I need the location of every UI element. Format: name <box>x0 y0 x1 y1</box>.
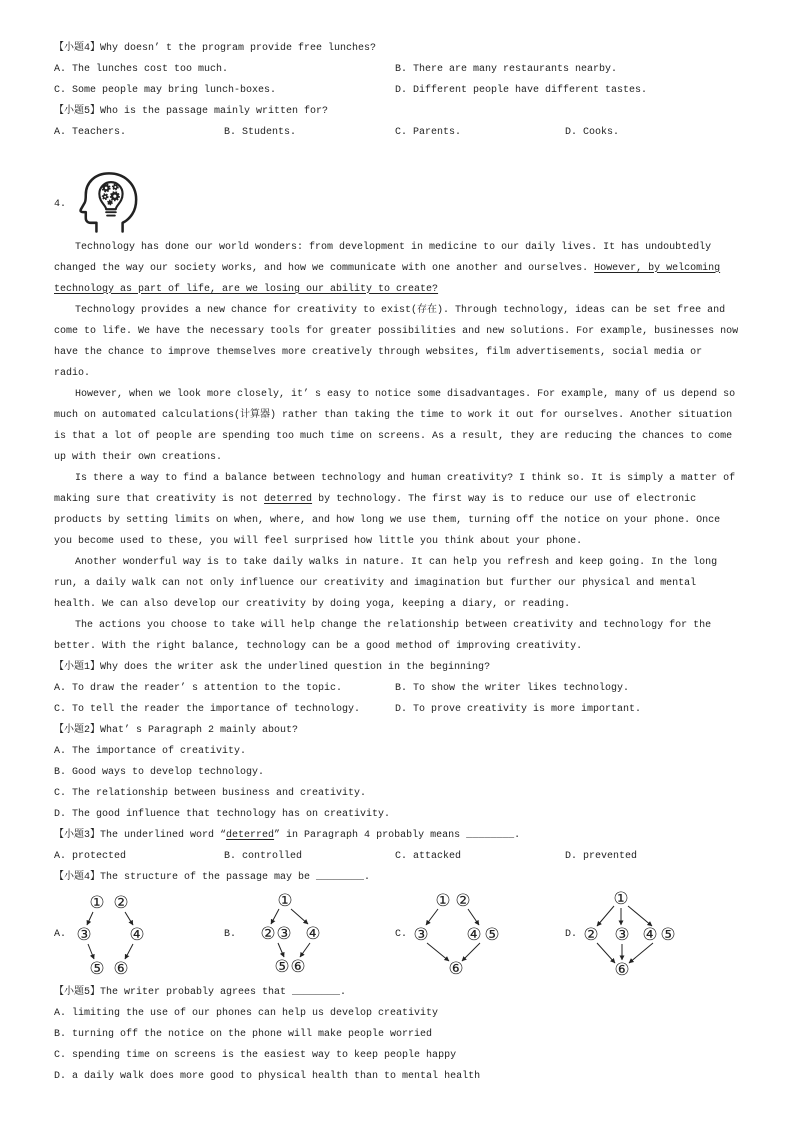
prev-q5-option-a: A. Teachers. <box>54 126 127 138</box>
q1-option-d: D. To prove creativity is more important. <box>395 703 642 715</box>
diagram-d-arrow-2-6 <box>597 943 615 963</box>
diagram-c-arrow-45-6 <box>462 943 480 961</box>
q3-stem-after: ” in Paragraph 4 probably means ________. <box>274 829 521 841</box>
diagram-c-node-3: ③ <box>413 924 429 945</box>
q3-stem <box>54 825 742 846</box>
q3-underlined-word: deterred <box>226 829 275 841</box>
diagram-d-node-2: ② <box>583 924 599 945</box>
diagram-a-arrow-1-3 <box>87 912 93 925</box>
paragraph-5: Another wonderful way is to take daily walks in nature. It can help you refresh and keep going. In the long run, a daily walk can not only influence our creativity and imagination but further our physical and mental health. We can also develop our creativity by doing yoga, keeping a diary, or reading. <box>54 556 718 610</box>
paragraph-6: The actions you choose to take will help change the relationship between creativity and technology for the better. With the right balance, technology can be a good method of improving creativity. <box>54 619 712 652</box>
q2-stem: 【小题2】What’ s Paragraph 2 mainly about? <box>54 724 299 736</box>
prev-q4-stem: 【小题4】Why doesn’ t the program provide free lunches? <box>54 42 377 54</box>
q1-stem: 【小题1】Why does the writer ask the underlined question in the beginning? <box>54 661 491 673</box>
diagram-c-node-6: ⑥ <box>448 958 464 979</box>
q2-option-a: A. The importance of creativity. <box>54 745 247 757</box>
diagram-d-node-6: ⑥ <box>614 959 630 980</box>
q2-option-c: C. The relationship between business and creativity. <box>54 787 367 799</box>
q5-option-b: B. turning off the notice on the phone will make people worried <box>54 1028 433 1040</box>
q2-option-d: D. The good influence that technology has on creativity. <box>54 808 391 820</box>
diagram-d-node-5: ⑤ <box>660 924 676 945</box>
diagram-c-node-4: ④ <box>466 924 482 945</box>
diagram-c-arrow-3-6 <box>427 943 449 961</box>
prev-q5-stem: 【小题5】Who is the passage mainly written for? <box>54 105 329 117</box>
paragraph-2: Technology provides a new chance for creativity to exist(存在). Through technology, ideas can be set free and come to life. We have the necessary tools for greater possibilities and new solutions. For example, businesses now have the chance to improve themselves more creatively through websites, film advertisements, social media or radio. <box>54 304 739 379</box>
q5-option-d: D. a daily walk does more good to physical health than to mental health <box>54 1070 481 1082</box>
q1-option-a: A. To draw the reader’ s attention to the topic. <box>54 682 343 694</box>
diagram-d-arrow-45-6 <box>629 943 653 963</box>
diagram-c-node-1: ① <box>435 890 451 911</box>
structure-diagram-c <box>395 888 565 982</box>
structure-diagram-a <box>54 888 224 982</box>
diagram-c-graph <box>395 888 525 982</box>
structure-diagram-d <box>565 888 735 982</box>
prev-q5-options-row <box>54 122 742 143</box>
q3-option-a: A. protected <box>54 850 127 862</box>
q1-options-row-2 <box>54 699 742 720</box>
q1-options-row-1 <box>54 678 742 699</box>
prev-q4-option-c: C. Some people may bring lunch-boxes. <box>54 84 277 96</box>
diagram-d-node-4: ④ <box>642 924 658 945</box>
diagram-d-arrow-1-45 <box>628 906 652 926</box>
exam-page <box>54 38 742 1087</box>
diagram-b-arrow-4-56 <box>300 943 310 957</box>
diagram-d-graph <box>565 888 695 982</box>
q4-structure-diagrams <box>54 888 742 982</box>
prev-q5-option-b: B. Students. <box>224 126 297 138</box>
diagram-a-node-3: ③ <box>76 924 92 945</box>
diagram-b-arrow-1-23 <box>271 909 279 924</box>
diagram-b-node-3: ③ <box>276 923 292 944</box>
diagram-a-arrow-4-6 <box>125 944 133 959</box>
diagram-d-node-1: ① <box>613 888 629 909</box>
diagram-b-node-6: ⑥ <box>290 956 306 977</box>
q2-option-b: B. Good ways to develop technology. <box>54 766 265 778</box>
diagram-a-arrow-3-5 <box>88 944 94 959</box>
q3-options-row <box>54 846 742 867</box>
q3-option-d: D. prevented <box>565 850 638 862</box>
diagram-b-arrow-1-4 <box>291 909 308 924</box>
prev-q4-option-a: A. The lunches cost too much. <box>54 63 229 75</box>
diagram-d-arrow-1-2 <box>597 906 614 926</box>
passage-header <box>54 143 742 237</box>
diagram-c-node-2: ② <box>455 890 471 911</box>
diagram-d-label: D. <box>565 928 578 940</box>
paragraph-4-text-before: Is there a way to find a balance between technology and human creativity? I think so. It is simply a matter of making sure that creativity is not <box>54 472 736 505</box>
diagram-b-label: B. <box>224 928 237 940</box>
diagram-b-graph <box>224 888 354 982</box>
paragraph-1 <box>54 237 742 300</box>
diagram-b-node-4: ④ <box>305 923 321 944</box>
diagram-a-node-5: ⑤ <box>89 958 105 979</box>
paragraph-3: However, when we look more closely, it’ s easy to notice some disadvantages. For example, many of us depend so much on automated calculations(计算器) rather than taking the time to work it out for ourselves. Another situation is that a lot of people are spending too much time on screens. As a result, they are reducing the chances to come up with their own creations. <box>54 388 736 463</box>
paragraph-4-text-after: by technology. The first way is to reduce our use of electronic products by setting limits on when, where, and how long we use them, turning off the notice on your phone. Once you become used to these, you will feel surprised how little you think about your phone. <box>54 493 721 547</box>
diagram-c-arrow-1-3 <box>426 909 438 925</box>
diagram-c-node-5: ⑤ <box>484 924 500 945</box>
diagram-a-node-4: ④ <box>129 924 145 945</box>
diagram-a-node-6: ⑥ <box>113 958 129 979</box>
prev-q5-option-d: D. Cooks. <box>565 126 620 138</box>
diagram-c-label: C. <box>395 928 408 940</box>
q5-stem: 【小题5】The writer probably agrees that ________. <box>54 986 347 998</box>
q4-stem: 【小题4】The structure of the passage may be ________. <box>54 871 371 883</box>
diagram-d-node-3: ③ <box>614 924 630 945</box>
diagram-a-graph <box>54 888 184 982</box>
structure-diagram-b <box>224 888 394 982</box>
underlined-word-deterred: deterred <box>264 493 313 505</box>
q3-stem-before: 【小题3】The underlined word “ <box>54 829 227 841</box>
diagram-b-arrow-23-56 <box>278 943 284 957</box>
diagram-b-node-1: ① <box>277 890 293 911</box>
q1-option-c: C. To tell the reader the importance of technology. <box>54 703 361 715</box>
q5-option-c: C. spending time on screens is the easiest way to keep people happy <box>54 1049 457 1061</box>
passage-number: 4. <box>54 198 67 210</box>
diagram-a-node-1: ① <box>89 892 105 913</box>
underlined-question: However, by welcoming technology as part of life, are we losing our ability to create? <box>54 262 721 295</box>
prev-q4-option-b: B. There are many restaurants nearby. <box>395 63 618 75</box>
diagram-c-arrow-2-45 <box>468 909 479 925</box>
q3-option-c: C. attacked <box>395 850 462 862</box>
paragraph-4 <box>54 468 742 552</box>
diagram-a-node-2: ② <box>113 892 129 913</box>
diagram-b-node-5: ⑤ <box>274 956 290 977</box>
q5-option-a: A. limiting the use of our phones can help us develop creativity <box>54 1007 439 1019</box>
q1-option-b: B. To show the writer likes technology. <box>395 682 630 694</box>
diagram-b-node-2: ② <box>260 923 276 944</box>
q3-option-b: B. controlled <box>224 850 303 862</box>
diagram-a-arrow-2-4 <box>125 912 133 925</box>
prev-q5-option-c: C. Parents. <box>395 126 462 138</box>
diagram-a-label: A. <box>54 928 67 940</box>
paragraph-1-text: Technology has done our world wonders: from development in medicine to our daily lives. It has undoubtedly changed the way our society works, and how we communicate with one another and ourselves. <box>54 241 712 274</box>
prev-q4-options-row-2 <box>54 80 742 101</box>
prev-q4-options-row-1 <box>54 59 742 80</box>
head-lightbulb-gears-icon <box>79 170 141 233</box>
prev-q4-option-d: D. Different people have different tastes. <box>395 84 648 96</box>
